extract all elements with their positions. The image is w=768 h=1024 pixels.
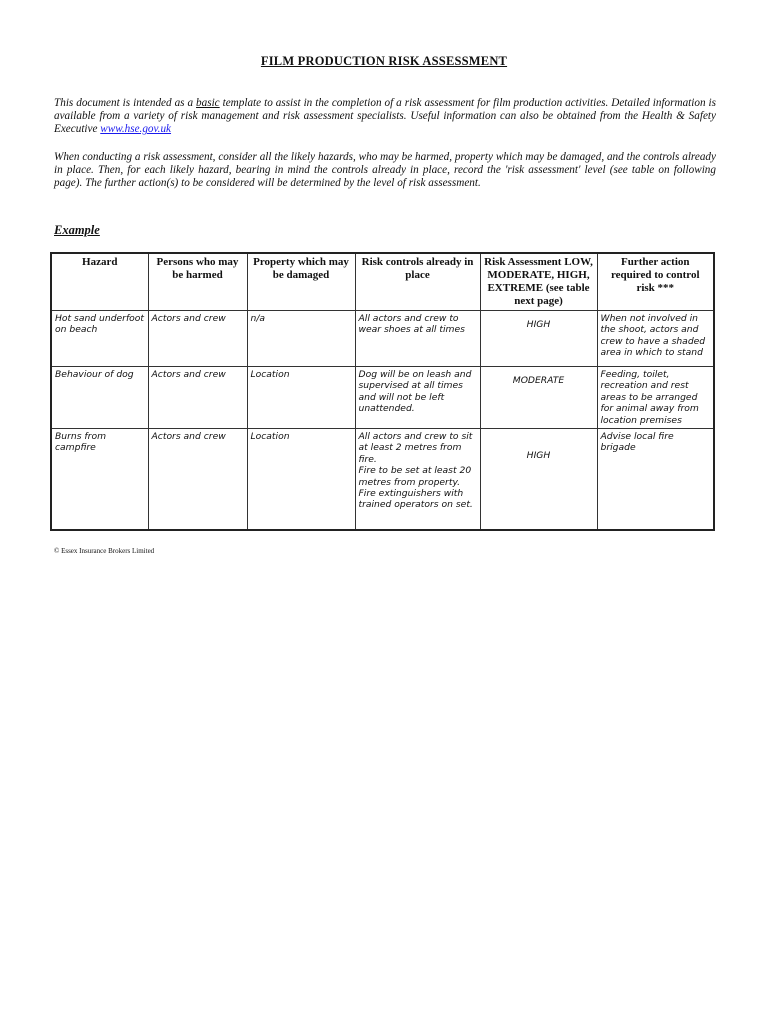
example-heading: Example: [54, 223, 100, 237]
cell-property: Location: [247, 429, 355, 531]
control-line: Fire to be set at least 20 metres from property.: [358, 465, 472, 488]
cell-action: Advise local fire brigade: [597, 429, 714, 531]
cell-hazard: Behaviour of dog: [51, 367, 148, 429]
table-header-row: [51, 253, 714, 311]
cell-assessment: [480, 311, 597, 367]
table-row: [51, 429, 714, 531]
control-line: All actors and crew to sit at least 2 metres from fire.: [358, 431, 473, 465]
table-row: [51, 311, 714, 367]
cell-property: n/a: [247, 311, 355, 367]
intro-text-2: template to assist in the completion of a risk assessment for film production activities. Detailed information is available from a variety of risk management and risk assessment specialists. Useful information can also be obtained from the Health & Safety Executive: [54, 97, 716, 136]
header-property: Property which may be damaged: [247, 253, 355, 311]
table-row: [51, 367, 714, 429]
header-hazard: Hazard: [51, 253, 148, 311]
cell-persons: Actors and crew: [148, 429, 247, 531]
intro-text-1: This document is intended as a: [54, 97, 197, 109]
cell-action: Feeding, toilet, recreation and rest areas to be arranged for animal away from location premises: [597, 367, 714, 429]
cell-hazard: Hot sand underfoot on beach: [51, 311, 148, 367]
cell-assessment: [480, 429, 597, 531]
cell-controls: Dog will be on leash and supervised at all times and will not be left unattended.: [355, 367, 480, 429]
cell-property: Location: [247, 367, 355, 429]
copyright-footer: © Essex Insurance Brokers Limited: [54, 547, 155, 555]
cell-hazard: Burns from campfire: [51, 429, 148, 531]
header-assessment: Risk Assessment LOW, MODERATE, HIGH, EXTREME (see table next page): [480, 253, 597, 311]
assessment-value: MODERATE: [512, 375, 565, 386]
header-persons: Persons who may be harmed: [148, 253, 247, 311]
risk-table: [50, 252, 715, 531]
assessment-value: HIGH: [526, 450, 551, 462]
cell-controls: [355, 429, 480, 531]
guidance-paragraph: When conducting a risk assessment, consider all the likely hazards, who may be harmed, property which may be damaged, and the controls already in place. Then, for each likely hazard, bearing in mind the controls already in place, record the 'risk assessment' level (see table on following page). The further action(s) to be considered will be determined by the level of risk assessment.: [54, 151, 716, 190]
hse-link[interactable]: www.hse.gov.uk: [100, 123, 172, 136]
intro-basic-word: basic: [196, 97, 220, 109]
control-line: Fire extinguishers with trained operators on set.: [358, 488, 473, 511]
cell-assessment: [480, 367, 597, 429]
cell-action: When not involved in the shoot, actors and crew to have a shaded area in which to stand: [597, 311, 714, 367]
intro-paragraph: [54, 97, 716, 137]
cell-persons: Actors and crew: [148, 367, 247, 429]
header-controls: Risk controls already in place: [355, 253, 480, 311]
cell-controls: All actors and crew to wear shoes at all times: [355, 311, 480, 367]
header-action: Further action required to control risk ***: [597, 253, 714, 311]
assessment-value: HIGH: [526, 319, 551, 330]
cell-persons: Actors and crew: [148, 311, 247, 367]
page-title: FILM PRODUCTION RISK ASSESSMENT: [260, 54, 508, 68]
